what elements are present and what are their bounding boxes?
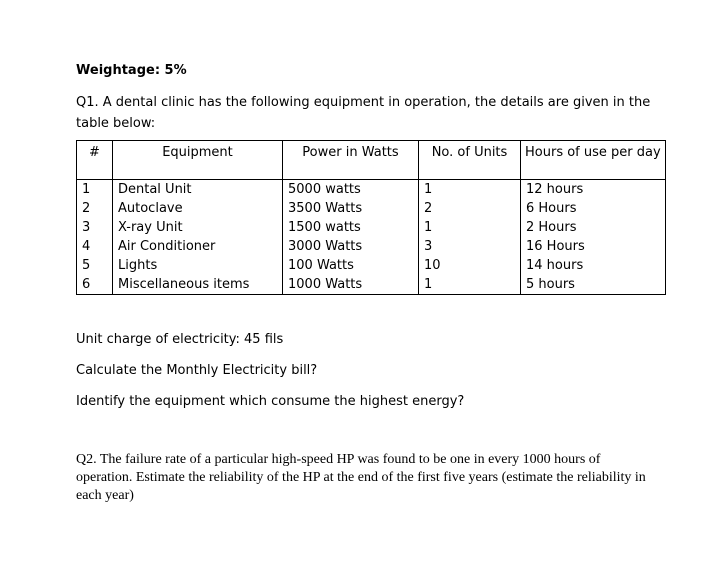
row-hours: 16 Hours xyxy=(521,237,666,256)
row-equipment: Miscellaneous items xyxy=(113,275,283,295)
table-row xyxy=(77,199,666,218)
row-units: 3 xyxy=(419,237,521,256)
row-number: 4 xyxy=(77,237,113,256)
table-row xyxy=(77,218,666,237)
header-units: No. of Units xyxy=(419,141,521,180)
row-number: 6 xyxy=(77,275,113,295)
table-row xyxy=(77,256,666,275)
row-hours: 5 hours xyxy=(521,275,666,295)
row-equipment: X-ray Unit xyxy=(113,218,283,237)
calculate-bill-text: Calculate the Monthly Electricity bill? xyxy=(76,363,318,378)
row-hours: 12 hours xyxy=(521,180,666,200)
row-units: 1 xyxy=(419,275,521,295)
table-row xyxy=(77,237,666,256)
row-power: 1500 watts xyxy=(283,218,419,237)
row-hours: 6 Hours xyxy=(521,199,666,218)
row-power: 5000 watts xyxy=(283,180,419,200)
header-hours: Hours of use per day xyxy=(521,141,666,180)
row-equipment: Autoclave xyxy=(113,199,283,218)
header-equipment: Equipment xyxy=(113,141,283,180)
row-hours: 14 hours xyxy=(521,256,666,275)
table-row xyxy=(77,275,666,295)
row-units: 1 xyxy=(419,218,521,237)
row-number: 2 xyxy=(77,199,113,218)
row-equipment: Lights xyxy=(113,256,283,275)
row-hours: 2 Hours xyxy=(521,218,666,237)
row-power: 100 Watts xyxy=(283,256,419,275)
table-row xyxy=(77,180,666,200)
row-units: 10 xyxy=(419,256,521,275)
row-units: 1 xyxy=(419,180,521,200)
unit-charge-text: Unit charge of electricity: 45 fils xyxy=(76,332,284,347)
header-number: # xyxy=(77,141,113,180)
row-equipment: Air Conditioner xyxy=(113,237,283,256)
row-equipment: Dental Unit xyxy=(113,180,283,200)
row-number: 5 xyxy=(77,256,113,275)
row-power: 3000 Watts xyxy=(283,237,419,256)
identify-equipment-text: Identify the equipment which consume the highest energy? xyxy=(76,394,465,409)
question-2-text: Q2. The failure rate of a particular high-speed HP was found to be one in every 1000 hours of operation. Estimate the reliability of the HP at the end of the first five years (estimate the reliability in each year) xyxy=(76,452,646,503)
row-power: 1000 Watts xyxy=(283,275,419,295)
equipment-table xyxy=(76,140,666,295)
row-number: 3 xyxy=(77,218,113,237)
table-header-row xyxy=(77,141,666,180)
row-power: 3500 Watts xyxy=(283,199,419,218)
header-power: Power in Watts xyxy=(283,141,419,180)
row-number: 1 xyxy=(77,180,113,200)
question-1-text: Q1. A dental clinic has the following equipment in operation, the details are given in the table below: xyxy=(76,95,651,131)
weightage-heading: Weightage: 5% xyxy=(76,63,187,78)
row-units: 2 xyxy=(419,199,521,218)
